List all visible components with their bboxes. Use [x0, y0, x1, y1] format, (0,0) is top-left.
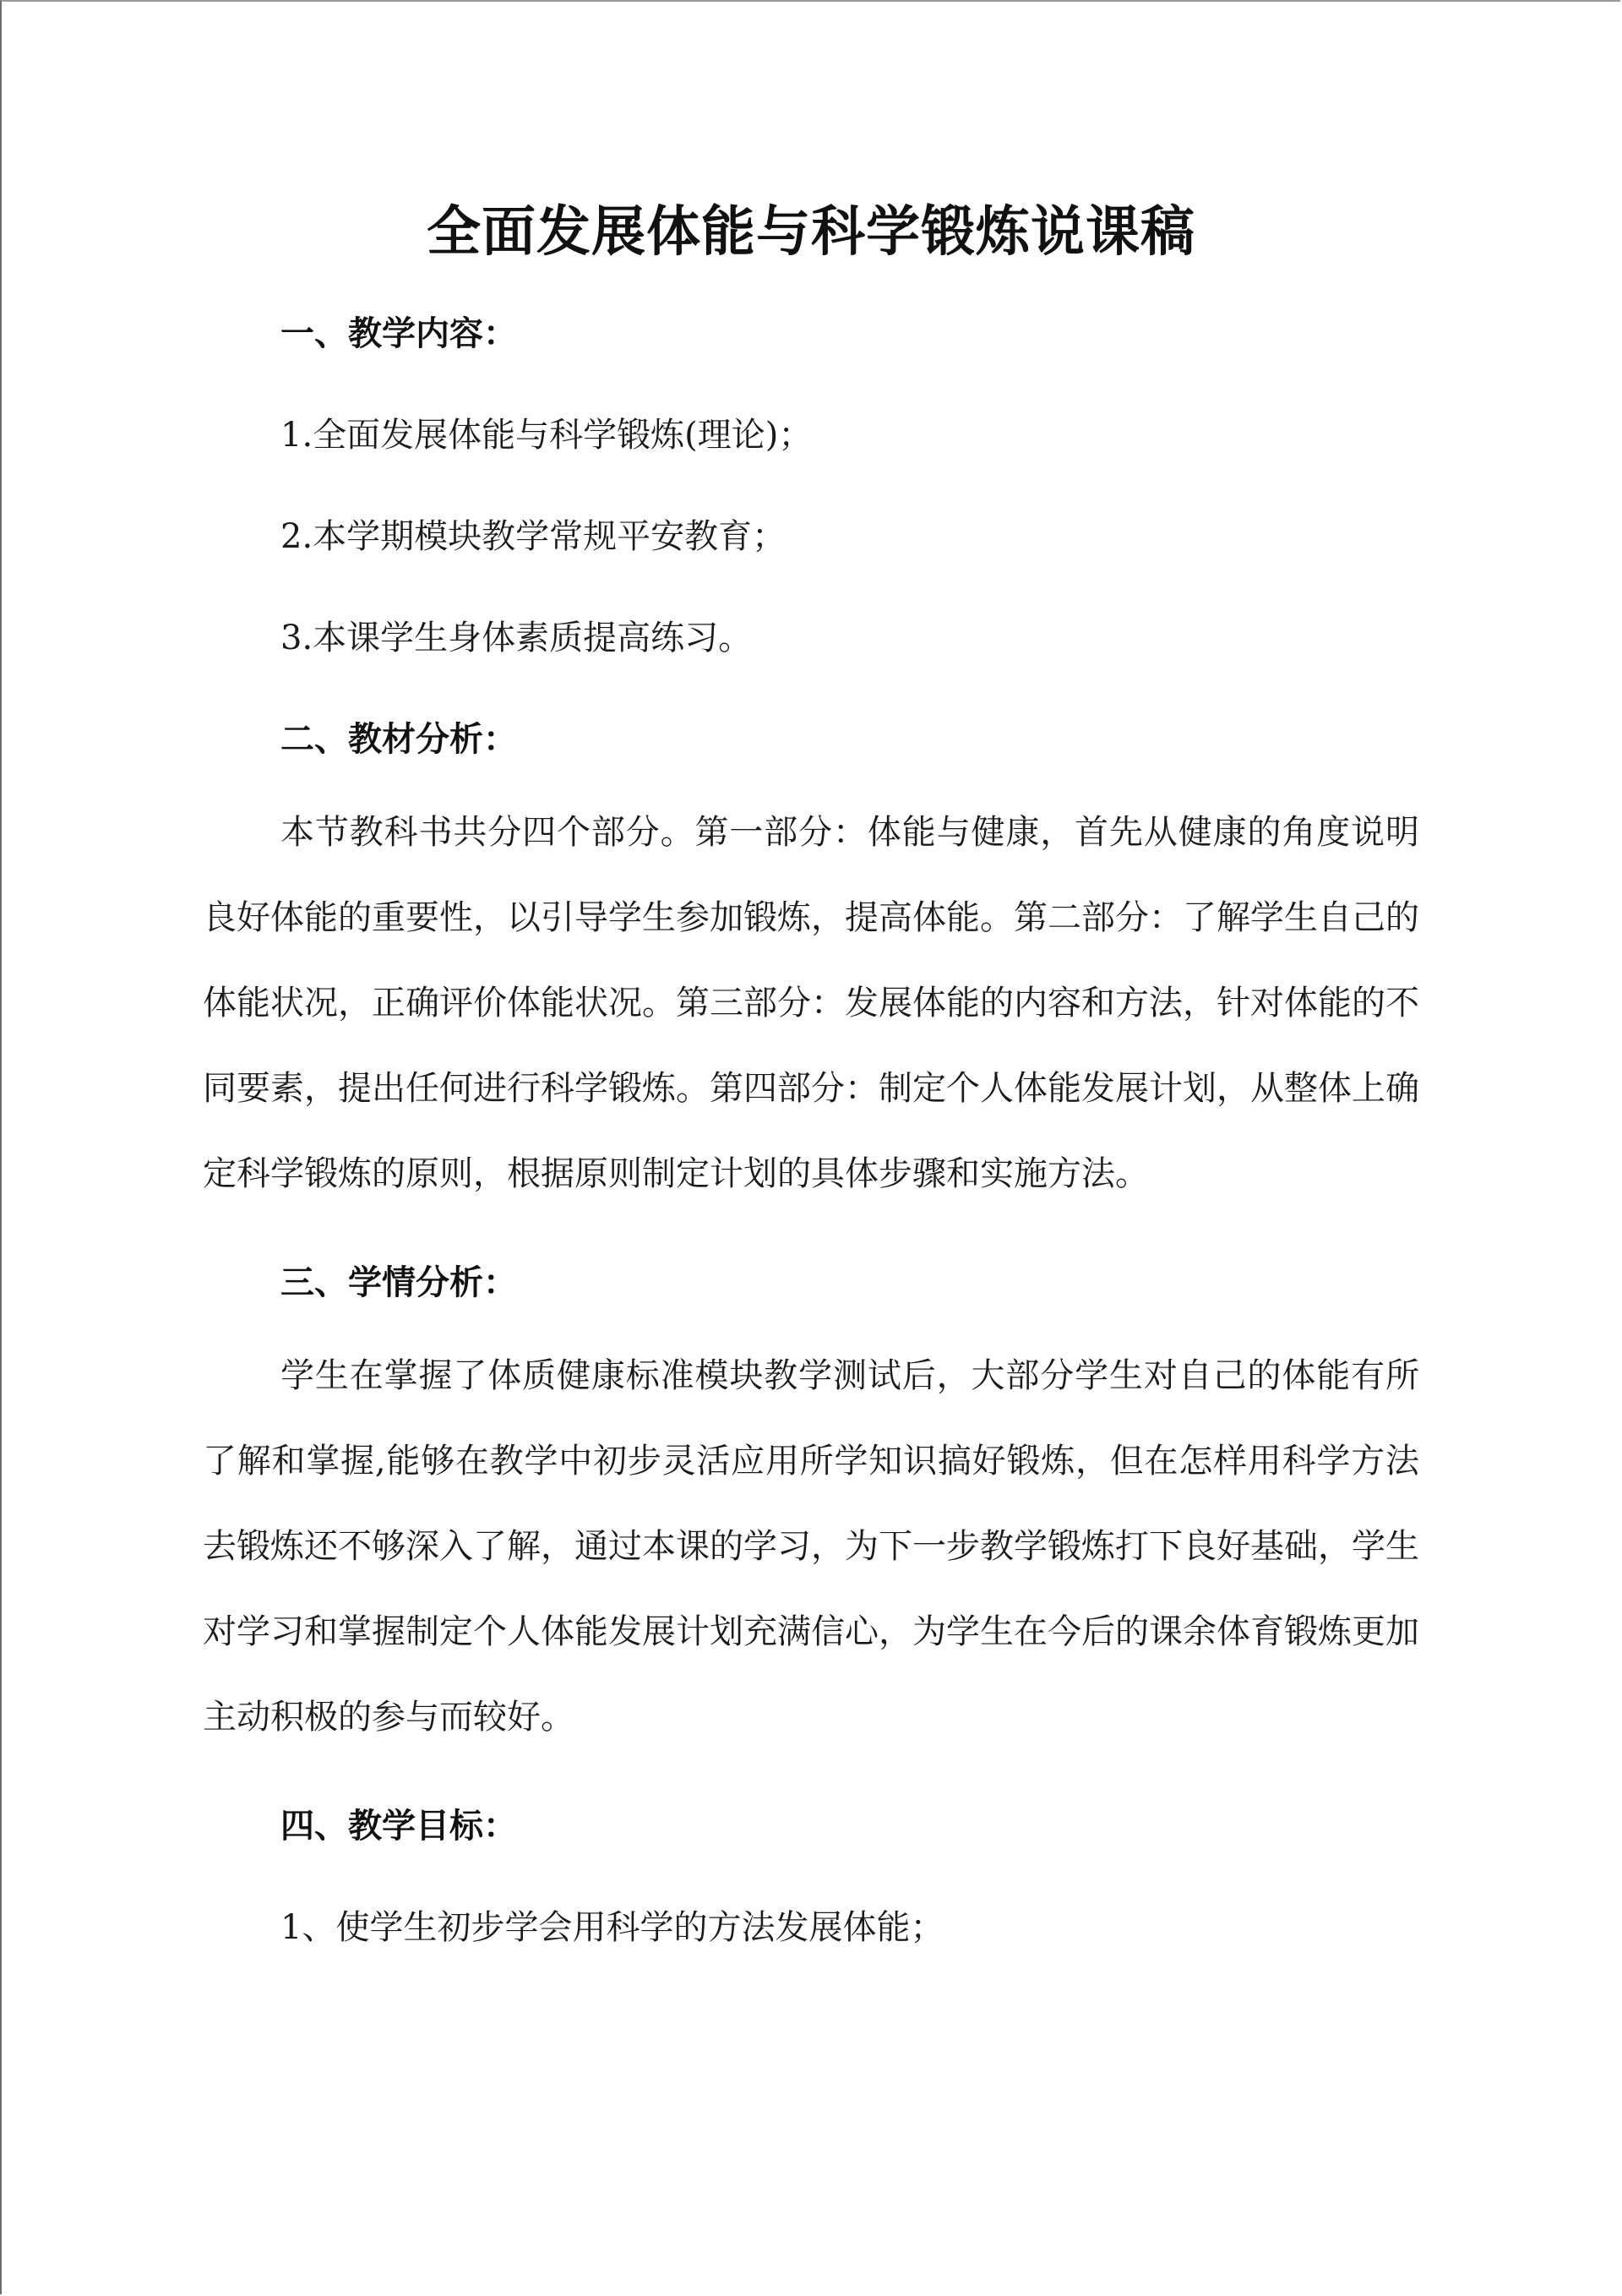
document-page: [203, 190, 1419, 1978]
list-item: 1、使学生初步学会用科学的方法发展体能；: [280, 1908, 944, 1947]
document-title: 全面发展体能与科学锻炼说课稿: [427, 201, 1195, 264]
section-heading-teaching-content: 一、教学内容：: [280, 314, 517, 353]
paragraph-material-analysis: 本节教科书共分四个部分。第一部分：体能与健康，首先从健康的角度说明良好体能的重要性，以引导学生参加锻炼，提高体能。第二部分：了解学生自己的体能状况，正确评价体能状况。第三部分：发展体能的内容和方法，针对体能的不同要素，提出任何进行科学锻炼。第四部分：制定个人体能发展计划，从整体上确定科学锻炼的原则，根据原则制定计划的具体步骤和实施方法。: [203, 813, 1419, 1193]
section-heading-student-analysis: 三、学情分析：: [280, 1263, 517, 1302]
list-item: 3.本课学生身体素质提高练习。: [280, 619, 753, 657]
list-item: 2.本学期模块教学常规平安教育；: [280, 517, 787, 556]
list-item: 1.全面发展体能与科学锻炼(理论)；: [280, 416, 813, 455]
section-heading-teaching-objectives: 四、教学目标：: [280, 1807, 517, 1846]
paragraph-student-analysis: 学生在掌握了体质健康标准模块教学测试后，大部分学生对自己的体能有所了解和掌握,能够在教学中初步灵活应用所学知识搞好锻炼，但在怎样用科学方法去锻炼还不够深入了解，通过本课的学习，为下一步教学锻炼打下良好基础，学生对学习和掌握制定个人体能发展计划充满信心，为学生在今后的课余体育锻炼更加主动积极的参与而较好。: [203, 1356, 1419, 1737]
section-heading-material-analysis: 二、教材分析：: [280, 720, 517, 759]
